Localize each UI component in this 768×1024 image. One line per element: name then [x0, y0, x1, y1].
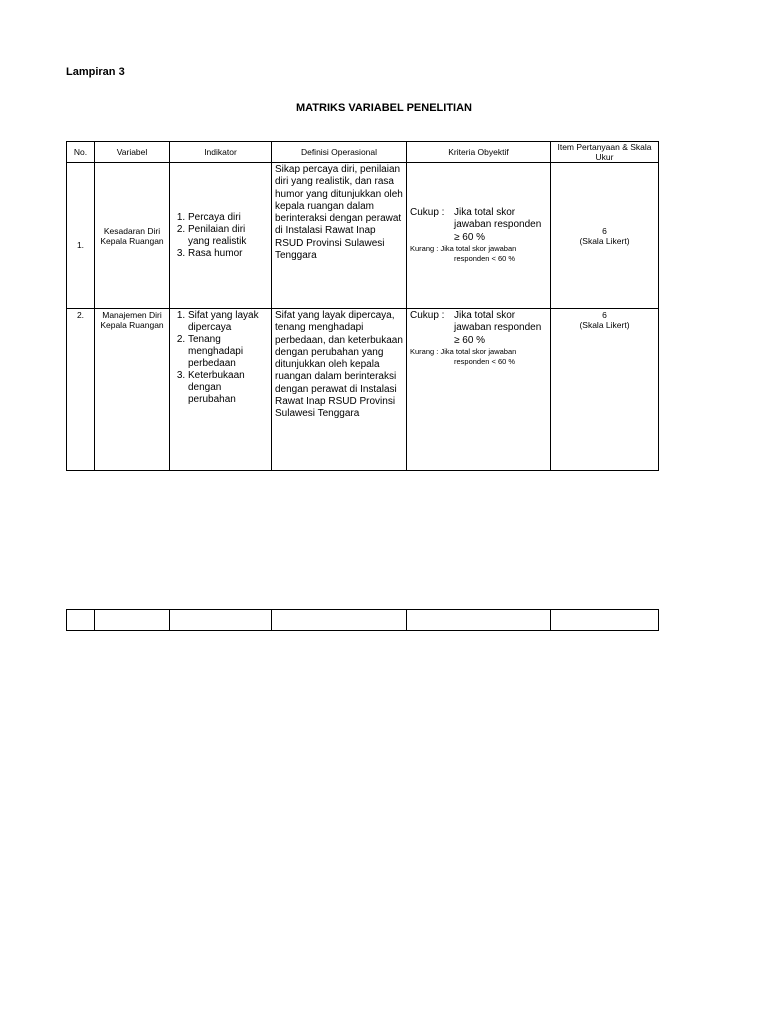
- column-header-variabel: Variabel: [95, 142, 170, 163]
- criteria-kurang-text-cont: responden < 60 %: [454, 356, 516, 366]
- empty-cell: [67, 610, 95, 631]
- empty-cell: [551, 610, 659, 631]
- column-header-no: No.: [67, 142, 95, 163]
- empty-cell: [170, 610, 272, 631]
- list-item: 3. Keterbukaan dengan perubahan: [188, 370, 268, 406]
- column-header-indikator: Indikator: [170, 142, 272, 163]
- criteria-kurang-text-cont: responden < 60 %: [454, 253, 516, 263]
- criteria-cukup-text: Jika total skor jawaban responden ≥ 60 %: [454, 207, 542, 243]
- objective-criteria: [407, 309, 551, 471]
- appendix-label: Lampiran 3: [66, 66, 125, 78]
- table-row: [67, 610, 659, 631]
- list-item: 3. Rasa humor: [188, 248, 268, 260]
- item-count: 6: [602, 310, 607, 320]
- column-header-definisi: Definisi Operasional: [272, 142, 407, 163]
- criteria-kurang-text: Jika total skor jawaban: [440, 346, 517, 356]
- item-scale: [551, 163, 659, 309]
- scale-type: (Skala Likert): [579, 320, 630, 330]
- list-item: 1. Percaya diri: [188, 212, 268, 224]
- operational-definition: Sifat yang layak dipercaya, tenang menghadapi perbedaan, dan keterbukaan dengan perubahan yang ditunjukkan oleh kepala ruangan dalam berinteraksi dengan perawat di Instalasi Rawat Inap RSUD Provinsi Sulawesi Tenggara: [272, 309, 407, 471]
- item-scale: [551, 309, 659, 471]
- list-item: 2. Penilaian diri yang realistik: [188, 224, 268, 248]
- variable-matrix-table: [66, 141, 659, 471]
- table-row: [67, 309, 659, 471]
- empty-table-row: [66, 609, 659, 631]
- indicator-list: [170, 163, 272, 309]
- criteria-kurang-label: Kurang :: [410, 346, 439, 356]
- variable-name: Manajemen Diri Kepala Ruangan: [95, 309, 170, 471]
- criteria-cukup-label: Cukup :: [410, 207, 445, 219]
- operational-definition: Sikap percaya diri, penilaian diri yang realistik, dan rasa humor yang ditunjukkan oleh kepala ruangan dalam berinteraksi dengan perawat di Instalasi Rawat Inap RSUD Provinsi Sulawesi Tenggara: [272, 163, 407, 309]
- page-title: MATRIKS VARIABEL PENELITIAN: [295, 102, 472, 114]
- criteria-kurang-label: Kurang :: [410, 243, 439, 253]
- row-number: 1.: [67, 163, 95, 309]
- row-number: 2.: [67, 309, 95, 471]
- variable-name: Kesadaran Diri Kepala Ruangan: [95, 163, 170, 309]
- table-header-row: [67, 142, 659, 163]
- table-row: [67, 163, 659, 309]
- criteria-kurang-text: Jika total skor jawaban: [440, 243, 517, 253]
- item-count: 6: [602, 225, 607, 236]
- empty-cell: [272, 610, 407, 631]
- scale-type: (Skala Likert): [579, 235, 630, 246]
- criteria-cukup-text: Jika total skor jawaban responden ≥ 60 %: [454, 310, 542, 346]
- empty-cell: [95, 610, 170, 631]
- objective-criteria: [407, 163, 551, 309]
- indicator-list: [170, 309, 272, 471]
- empty-cell: [407, 610, 551, 631]
- list-item: 2. Tenang menghadapi perbedaan: [188, 334, 268, 370]
- column-header-item: Item Pertanyaan & Skala Ukur: [551, 142, 659, 163]
- column-header-kriteria: Kriteria Obyektif: [407, 142, 551, 163]
- list-item: 1. Sifat yang layak dipercaya: [188, 310, 268, 334]
- criteria-cukup-label: Cukup :: [410, 310, 445, 321]
